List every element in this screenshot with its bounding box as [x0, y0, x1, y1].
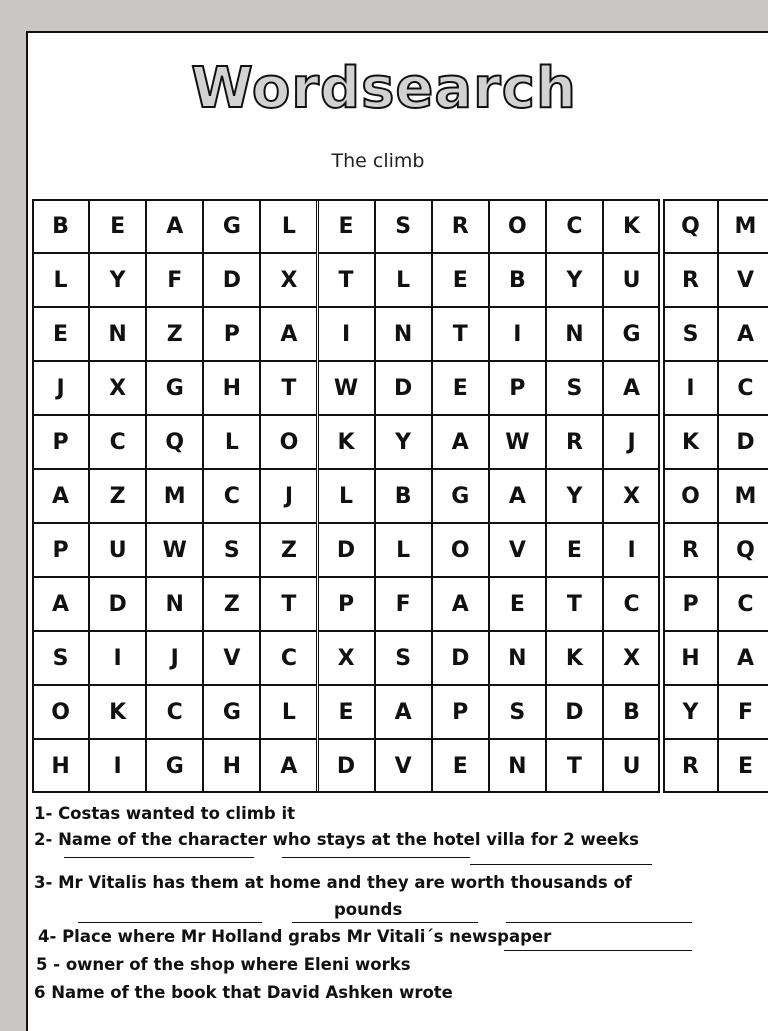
grid-letter: K [663, 415, 718, 469]
grid-letter: B [32, 199, 89, 253]
grid-letter: S [663, 307, 718, 361]
grid-letter: W [146, 523, 203, 577]
clue-5: 5 - owner of the shop where Eleni works [36, 955, 411, 974]
grid-letter: I [663, 361, 718, 415]
grid-letter: P [318, 577, 375, 631]
grid-letter: B [489, 253, 546, 307]
grid-letter: X [318, 631, 375, 685]
grid-letter: D [432, 631, 489, 685]
grid-letter: K [546, 631, 603, 685]
grid-letter: V [718, 253, 768, 307]
grid-letter: P [489, 361, 546, 415]
grid-letter: G [203, 685, 260, 739]
grid-letter: X [89, 361, 146, 415]
grid-letter: D [89, 577, 146, 631]
grid-letter: M [146, 469, 203, 523]
grid-letter: E [89, 199, 146, 253]
grid-letter: E [546, 523, 603, 577]
grid-letter: F [375, 577, 432, 631]
grid-letter: M [718, 199, 768, 253]
grid-letter: T [260, 577, 317, 631]
grid-letter: A [32, 469, 89, 523]
grid-letter: I [89, 739, 146, 793]
grid-letter: J [146, 631, 203, 685]
grid-letter: A [432, 415, 489, 469]
grid-letter: P [663, 577, 718, 631]
grid-letter: H [32, 739, 89, 793]
grid-letter: C [146, 685, 203, 739]
grid-letter: Y [89, 253, 146, 307]
grid-letter: H [663, 631, 718, 685]
grid-letter: B [603, 685, 660, 739]
grid-letter: D [318, 739, 375, 793]
grid-letter: O [32, 685, 89, 739]
grid-letter: D [546, 685, 603, 739]
grid-letter: N [489, 631, 546, 685]
grid-letter: I [318, 307, 375, 361]
grid-letter: C [718, 577, 768, 631]
grid-letter: G [603, 307, 660, 361]
grid-letter: A [260, 307, 317, 361]
grid-letter: R [663, 523, 718, 577]
grid-letter: G [146, 361, 203, 415]
grid-letter: F [718, 685, 768, 739]
grid-letter: T [318, 253, 375, 307]
grid-letter: Q [663, 199, 718, 253]
answer-line [282, 857, 470, 858]
grid-letter: E [432, 739, 489, 793]
clue-2: 2- Name of the character who stays at the hotel villa for 2 weeks [34, 830, 639, 849]
grid-letter: I [489, 307, 546, 361]
grid-letter: Z [203, 577, 260, 631]
grid-letter: O [260, 415, 317, 469]
grid-letter: B [375, 469, 432, 523]
grid-letter: F [146, 253, 203, 307]
grid-letter: T [546, 739, 603, 793]
grid-letter: E [432, 361, 489, 415]
grid-letter: R [432, 199, 489, 253]
grid-letter: S [375, 199, 432, 253]
grid-letter: S [203, 523, 260, 577]
grid-letter: D [203, 253, 260, 307]
grid-letter: U [603, 739, 660, 793]
grid-letter: L [375, 523, 432, 577]
grid-letter: G [203, 199, 260, 253]
grid-letter: L [203, 415, 260, 469]
grid-letter: U [603, 253, 660, 307]
grid-letter: A [375, 685, 432, 739]
grid-letter: J [32, 361, 89, 415]
clue-1: 1- Costas wanted to climb it [34, 804, 296, 823]
grid-letter: O [489, 199, 546, 253]
grid-letter: P [32, 415, 89, 469]
grid-letter: R [663, 739, 718, 793]
grid-letter: R [546, 415, 603, 469]
grid-letter: V [375, 739, 432, 793]
answer-line [470, 864, 652, 865]
clue-3-continued: pounds [334, 900, 403, 919]
grid-letter: L [260, 685, 317, 739]
grid-letter: E [489, 577, 546, 631]
page-subtitle: The climb [331, 150, 425, 172]
grid-letter: Z [260, 523, 317, 577]
page-title: Wordsearch [191, 56, 577, 121]
grid-letter: A [489, 469, 546, 523]
grid-letter: K [89, 685, 146, 739]
grid-letter: A [32, 577, 89, 631]
grid-letter: W [318, 361, 375, 415]
grid-letter: C [89, 415, 146, 469]
grid-letter: J [603, 415, 660, 469]
grid-letter: I [89, 631, 146, 685]
grid-letter: R [663, 253, 718, 307]
grid-letter: U [89, 523, 146, 577]
grid-letter: W [489, 415, 546, 469]
grid-letter: I [603, 523, 660, 577]
grid-letter: N [546, 307, 603, 361]
grid-letter: D [375, 361, 432, 415]
grid-letter: L [32, 253, 89, 307]
grid-letter: S [32, 631, 89, 685]
grid-letter: S [489, 685, 546, 739]
grid-letter: X [260, 253, 317, 307]
grid-letter: N [489, 739, 546, 793]
grid-letter: H [203, 739, 260, 793]
grid-letter: Y [663, 685, 718, 739]
answer-line [78, 922, 262, 923]
grid-letter: E [432, 253, 489, 307]
grid-letter: T [260, 361, 317, 415]
grid-letter: H [203, 361, 260, 415]
answer-line [504, 950, 692, 951]
grid-letter: D [318, 523, 375, 577]
grid-letter: N [375, 307, 432, 361]
grid-letter: E [718, 739, 768, 793]
grid-letter: E [318, 199, 375, 253]
grid-letter: C [260, 631, 317, 685]
grid-letter: D [718, 415, 768, 469]
grid-letter: S [375, 631, 432, 685]
grid-letter: J [260, 469, 317, 523]
grid-letter: L [260, 199, 317, 253]
grid-letter: C [718, 361, 768, 415]
grid-letter: A [718, 631, 768, 685]
grid-letter: C [546, 199, 603, 253]
grid-letter: A [260, 739, 317, 793]
answer-line [506, 922, 692, 923]
grid-letter: X [603, 469, 660, 523]
grid-letter: Q [718, 523, 768, 577]
grid-letter: N [89, 307, 146, 361]
grid-letter: P [32, 523, 89, 577]
grid-letter: P [203, 307, 260, 361]
grid-letter: K [318, 415, 375, 469]
grid-letter: E [318, 685, 375, 739]
grid-letter: Q [146, 415, 203, 469]
clue-3: 3- Mr Vitalis has them at home and they are worth thousands of [34, 873, 632, 892]
answer-line [64, 857, 254, 858]
grid-letter: Y [546, 253, 603, 307]
grid-letter: M [718, 469, 768, 523]
grid-letter: O [432, 523, 489, 577]
grid-letter: C [603, 577, 660, 631]
grid-letter: Y [375, 415, 432, 469]
grid-letter: C [203, 469, 260, 523]
grid-letter: Z [146, 307, 203, 361]
clue-4: 4- Place where Mr Holland grabs Mr Vitali´s newspaper [38, 927, 552, 946]
grid-letter: T [546, 577, 603, 631]
grid-letter: S [546, 361, 603, 415]
grid-letter: N [146, 577, 203, 631]
grid-letter: T [432, 307, 489, 361]
grid-letter: X [603, 631, 660, 685]
grid-letter: Z [89, 469, 146, 523]
grid-letter: V [489, 523, 546, 577]
answer-line [292, 922, 478, 923]
grid-letter: G [146, 739, 203, 793]
grid-letter: A [146, 199, 203, 253]
grid-letter: A [432, 577, 489, 631]
grid-letter: O [663, 469, 718, 523]
grid-letter: P [432, 685, 489, 739]
grid-letter: V [203, 631, 260, 685]
grid-letter: L [375, 253, 432, 307]
grid-letter: Y [546, 469, 603, 523]
grid-letter: A [603, 361, 660, 415]
grid-letter: E [32, 307, 89, 361]
grid-letter: L [318, 469, 375, 523]
grid-letter: K [603, 199, 660, 253]
grid-letter: G [432, 469, 489, 523]
clue-6: 6 Name of the book that David Ashken wrote [34, 983, 453, 1002]
grid-letter: A [718, 307, 768, 361]
